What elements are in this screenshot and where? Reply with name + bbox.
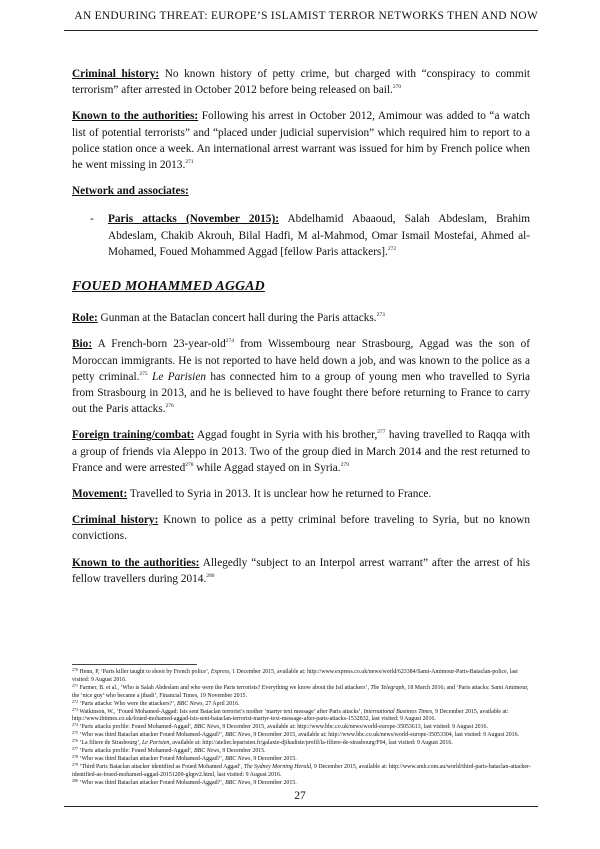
aggad-known-to-authorities: Known to the authorities: Allegedly “subject to an Interpol arrest warrant” after the arrest of his fellow travellers during 2014.$^{280}$ [72,556,531,585]
amimour-network-heading [72,183,530,199]
known-to-authorities-label: Known to the authorities: [72,110,199,123]
aggad-movement: Movement: Travelled to Syria in 2013. It is unclear how he returned to France. [72,488,432,501]
footnote: $^{276}$ ‘La filiere de Strasbourg’, Le Parisien, available at: http://atelier.leparisien.fr/galaxie-djihadiste/profil/la-filiere-de-strasbourg/F04, last visited: 9 August 2016. [72,738,453,747]
footnote-ref: 278 [185,461,194,468]
footnote-ref: 276 [165,403,174,410]
aggad-foreign-training: Foreign training/combat: Aggad fought in Syria with his brother,$^{277}$ having travelled to Raqqa with a group of friends via Aleppo in 2013. Two of the group died in March 2014 and the rest returned to France and were arrested$^{278}$ while Aggad stayed on in Syria.$^{279}$ [72,429,530,474]
amimour-criminal-history: Criminal history: No known history of petty crime, but charged with “conspiracy to commit terrorism” after arrested in October 2012 before being released on bail.$^{270}$ [72,68,530,97]
footnote: $^{279}$ ‘Third Paris Bataclan attacker identified as Foued Mohamed Aggad’, The Sydney Morning Herald, 9 December 2015, available at: http://www.smh.com.au/world/third-paris-bataclan-attacker-identified-as-foued-mohamed-aggad-20151209-glqpv2.html, last visited: 9 August 2016. [72,761,531,778]
footnote-ref: 275 [139,370,148,377]
page-number: 27 [294,790,306,802]
footnote: $^{272}$ ‘Paris attacks: Who were the attackers?’, BBC News, 27 April 2016. [72,698,240,707]
known-to-authorities-label: Known to the authorities: [72,556,200,569]
aggad-criminal-history: Criminal history: Known to police as a petty criminal before traveling to Syria, but no known convictions. [72,514,530,543]
network-list-item: - Paris attacks (November 2015): Abdelhamid Abaaoud, Salah Abdeslam, Brahim Abdeslam, Chakib Akrouh, Bilal Hadfi, M al-Mahmod, Omar Ismail Mostefai, Ahmed al-Mohamed, Foued Mohammed Aggad [fellow Paris attackers].$^{272}$ [90,213,531,258]
footnote: $^{271}$ Farmer, B. et al., ‘Who is Salah Abdeslam and who were the Paris terrorists? Everything we know about the Isil attackers’, The Telegraph, 18 March 2016; and ‘Paris attacks: Sami Amimour, the ‘nice guy’ who became a jihadi’, Financial Times, 19 November 2015. [72,682,529,699]
footnote-ref: 270 [392,84,402,91]
footnote-ref: 279 [340,461,349,468]
section-title: FOUED MOHAMMED AGGAD [72,278,265,294]
foreign-training-label: Foreign training/combat: [72,429,195,442]
footnote-ref: 277 [377,429,386,436]
footnote: $^{273}$ Watkinson, W., ‘Foued Mohamed-Aggad: Isis sent Bataclan terrorist’s mother ‘martyr text message’ after Paris attacks’, International Business Times, 9 December 2015, available at: http://www.ibtimes.co.uk/foued-mohamed-aggad-isis-sent-bataclan-terrorist-martyr-text-message-after-paris-attacks-1532832, last visited: 9 August 2016. [72,706,509,723]
footnote-ref: 273 [376,312,385,319]
aggad-bio: Bio: A French-born 23-year-old$^{274}$ from Wissembourg near Strasbourg, Aggad was the son of Moroccan immigrants. He is not reported to have held down a job, and was known to the police as a petty criminal.$^{275}$ Le Parisien has connected him to a group of young men who travelled to Syria from Strasbourg in 2013, and he is believed to have fought there before returning to France to carry out the Paris attacks.$^{276}$ [72,338,530,416]
footer-rule [64,806,538,807]
footnote-ref: 274 [225,338,234,345]
amimour-known-to-authorities: Known to the authorities: Following his arrest in October 2012, Amimour was added to “a watch list of potential terrorists” and “placed under judicial supervision” which required him to report to a police station once a week. An international arrest warrant was issued for him by French police when he went missing in 2013.$^{271}$ [72,110,531,172]
footnote-ref: 271 [185,159,194,166]
footnote: $^{277}$ ‘Paris attacks profile: Foued Mohamed-Aggad’, BBC News, 9 December 2015. [72,746,266,755]
footnote: $^{280}$ ‘Who was third Bataclan attacker Foued Mohamed-Aggad?’, BBC News, 9 December 2015. [72,777,297,786]
list-dash: - [90,213,94,226]
footnote: $^{274}$ ‘Paris attacks profile: Foued Mohamed-Aggad’, BBC News, 9 December 2015, available at: http://www.bbc.co.uk/news/world-europe-35053613, last visited: 9 August 2016. [72,722,488,731]
paris-attacks-label: Paris attacks (November 2015): [108,213,279,226]
aggad-role: Role: Gunman at the Bataclan concert hall during the Paris attacks.$^{273}$ [72,312,385,325]
footnote-ref: 280 [206,572,215,579]
footnote: $^{275}$ ‘Who was third Bataclan attacker Foued Mohamed-Aggad?’, BBC News, 9 December 2015, available at: http://www.bbc.co.uk/news/world-europe-35053304, last visited: 9 August 2016. [72,730,520,739]
footnote-ref: 272 [387,245,397,252]
footnotes [72,669,531,788]
body-text [72,66,530,597]
publication-name: Le Parisien [152,370,206,383]
bio-label: Bio: [72,338,93,351]
movement-label: Movement: [72,488,128,501]
footnote: $^{278}$ ‘Who was third Bataclan attacker Foued Mohamed-Aggad?’, BBC News, 9 December 2015. [72,753,297,762]
footnote: $^{270}$ Henn, P, ‘Paris killer taught to shoot by French police’, Express, 1 December 2015, available at: http://www.express.co.uk/news/world/623384/Sami-Amimour-Paris-Bataclan-police, last visited: 9 August 2016. [72,667,518,683]
header-rule [64,30,538,31]
role-label: Role: [72,312,98,325]
running-header: AN ENDURING THREAT: EUROPE’S ISLAMIST TERROR NETWORKS THEN AND NOW [74,10,538,22]
network-label: Network and associates: [72,185,189,198]
criminal-history-label: Criminal history: [72,514,159,527]
footnote-rule [72,664,197,665]
criminal-history-label: Criminal history: [72,68,160,80]
